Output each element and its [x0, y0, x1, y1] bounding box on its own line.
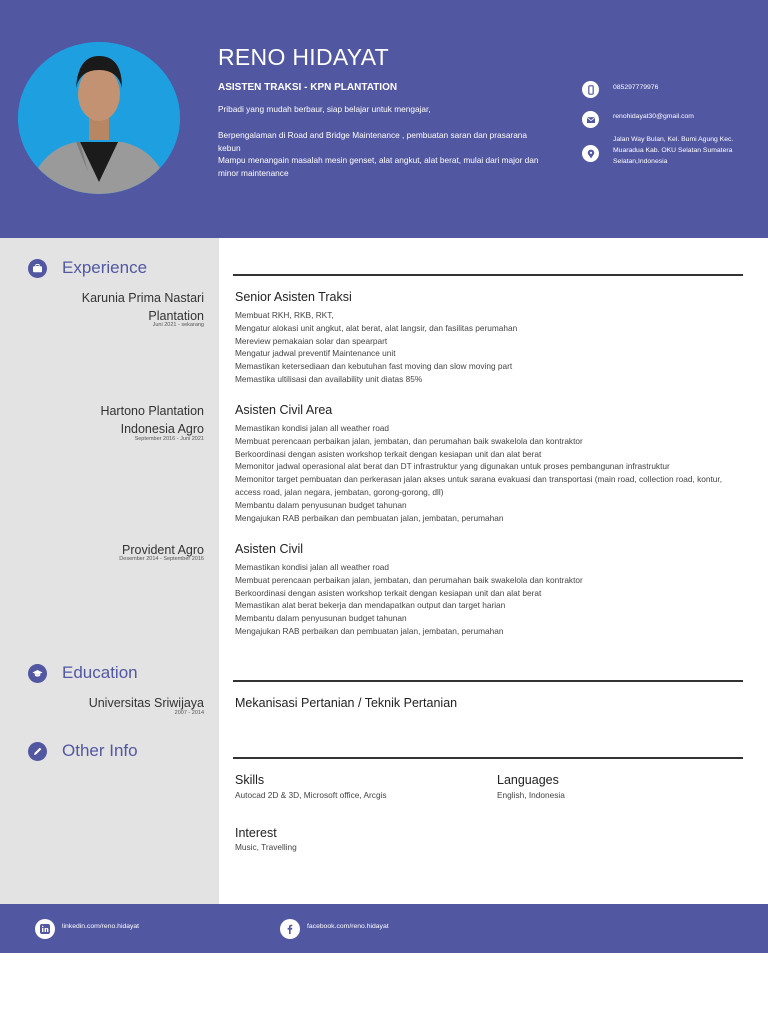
duty-item: Memastika ultilisasi dan availability unit diatas 85% [235, 373, 423, 384]
duty-item: Mengatur jadwal preventif Maintenance unit [235, 348, 396, 359]
employment-period: September 2016 - Juni 2021 [134, 436, 204, 442]
graduation-cap-icon [28, 664, 47, 683]
facebook-icon[interactable] [280, 919, 300, 939]
address: Jalan Way Bulan, Kel. Bumi Agung Kec. Muaradua Kab. OKU Selatan Sumatera Selatan,Indonesia [613, 136, 734, 165]
duty-item: Membuat RKH, RKB, RKT, [235, 310, 334, 320]
employment-period: Desember 2014 - September 2016 [119, 556, 204, 562]
duty-item: Memonitor target pembuatan dan perkerasan jalan akses untuk sarana evakuasi dan transportasi (main road, collection road, kontur, access road, jalan negara, jembatan, gorong-gorong, dll) [235, 474, 723, 497]
section-divider [233, 274, 743, 276]
location-icon [582, 145, 599, 162]
left-sidebar [0, 238, 219, 904]
person-name: RENO HIDAYAT [218, 44, 390, 70]
duty-item: Memastikan alat berat bekerja dan mendapatkan output dan target harian [235, 600, 506, 611]
profile-summary [218, 103, 548, 180]
header [0, 0, 768, 238]
summary-line: Pribadi yang mudah berbaur, siap belajar untuk mengajar, [218, 104, 431, 114]
employment-period: Juni 2021 - sekarang [152, 322, 204, 328]
duty-item: Mereview pemakaian solar dan spearpart [235, 335, 388, 346]
duty-item: Berkoordinasi dengan asisten workshop terkait dengan kesiapan unit dan alat berat [235, 587, 542, 598]
job-duties [235, 309, 730, 386]
study-period: 2007 - 2014 [174, 710, 204, 716]
job-title: Asisten Civil [235, 542, 304, 556]
duty-item: Membuat perencaan perbaikan jalan, jembatan, dan perumahan baik swakelola dan kontraktor [235, 435, 583, 446]
languages-heading: Languages [497, 773, 559, 787]
duty-item: Memastikan kondisi jalan all weather road [235, 423, 390, 433]
school-name: Universitas Sriwijaya [88, 696, 204, 710]
job-role: ASISTEN TRAKSI - KPN PLANTATION [218, 82, 398, 93]
job-duties [235, 561, 730, 638]
facebook-link[interactable]: facebook.com/reno.hidayat [307, 923, 389, 930]
profile-photo [18, 42, 180, 194]
section-divider [233, 680, 743, 682]
duty-item: Membantu dalam penyusunan budget tahunan [235, 613, 407, 624]
email-address[interactable]: renohidayat30@gmail.com [613, 113, 694, 120]
company-name: Hartono Plantation Indonesia Agro [100, 404, 204, 436]
job-duties [235, 422, 730, 524]
phone-number[interactable]: 085297779976 [613, 84, 659, 91]
duty-item: Berkoordinasi dengan asisten workshop terkait dengan kesiapan unit dan alat berat [235, 448, 542, 459]
summary-line: Mampu menangain masalah mesin genset, alat angkut, alat berat, mulai dari major dan minor maintenance [218, 155, 539, 179]
duty-item: Membuat perencaan perbaikan jalan, jembatan, dan perumahan baik swakelola dan kontraktor [235, 574, 583, 585]
email-icon [582, 111, 599, 128]
phone-icon [582, 81, 599, 98]
duty-item: Memonitor jadwal operasional alat berat dan DT infrastruktur yang digunakan untuk proses pembangunan infrastruktur [235, 461, 670, 472]
company-name: Provident Agro [122, 543, 204, 557]
linkedin-link[interactable]: linkedin.com/reno.hidayat [62, 923, 140, 930]
job-title: Asisten Civil Area [235, 403, 333, 417]
languages-text: English, Indonesia [497, 790, 565, 800]
section-divider [233, 757, 743, 759]
company-name: Karunia Prima Nastari Plantation [81, 291, 204, 323]
other-info-heading: Other Info [62, 741, 138, 760]
degree-title: Mekanisasi Pertanian / Teknik Pertanian [235, 696, 458, 710]
duty-item: Mengajukan RAB perbaikan dan pembuatan jalan, jembatan, perumahan [235, 625, 504, 636]
skills-text: Autocad 2D & 3D, Microsoft office, Arcgis [235, 790, 387, 800]
job-title: Senior Asisten Traksi [235, 290, 352, 304]
skills-heading: Skills [235, 773, 265, 787]
duty-item: Membantu dalam penyusunan budget tahunan [235, 499, 407, 510]
duty-item: Mengajukan RAB perbaikan dan pembuatan jalan, jembatan, perumahan [235, 512, 504, 523]
interest-heading: Interest [235, 826, 277, 840]
summary-line: Berpengalaman di Road and Bridge Maintenance , pembuatan saran dan prasarana kebun [218, 129, 528, 153]
duty-item: Memastikan kondisi jalan all weather road [235, 562, 390, 572]
footer [0, 904, 768, 953]
duty-item: Memastikan ketersediaan dan kebutuhan fast moving dan slow moving part [235, 361, 513, 372]
linkedin-icon[interactable] [35, 919, 55, 939]
interest-text: Music, Travelling [235, 842, 297, 852]
briefcase-icon [28, 259, 47, 278]
experience-heading: Experience [62, 258, 148, 277]
education-heading: Education [62, 663, 138, 682]
pencil-icon [28, 742, 47, 761]
duty-item: Mengatur alokasi unit angkut, alat berat, alat langsir, dan fasilitas perumahan [235, 322, 518, 333]
